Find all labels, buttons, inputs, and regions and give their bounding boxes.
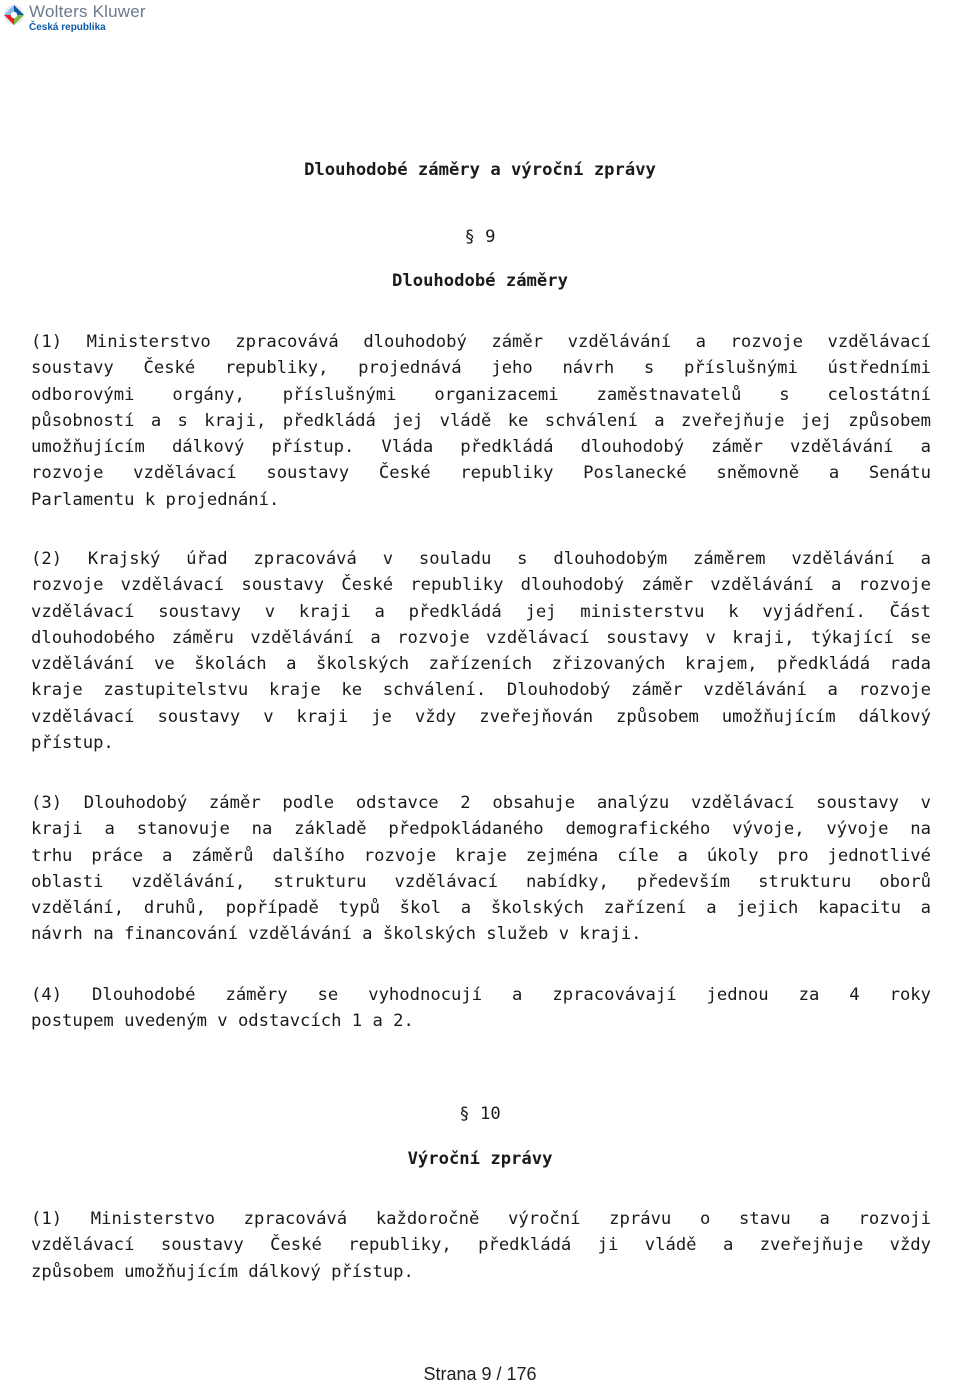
logo-subtitle: Česká republika [29, 22, 106, 33]
section-number: § 10 [459, 1104, 501, 1124]
wolters-kluwer-logo [3, 3, 146, 33]
text-line: Parlamentu k projednání. [31, 489, 280, 510]
text-line: dlouhodobého záměru vzdělávání a rozvoje vzdělávací soustavy v kraji, týkající se [31, 627, 931, 648]
text-line: odborovými orgány, příslušnými organizacemi zaměstnavatelů s celostátní [31, 384, 931, 405]
paragraph [31, 1206, 931, 1285]
text-line: (2) Krajský úřad zpracovává v souladu s dlouhodobým záměrem vzdělávání a [31, 549, 931, 569]
text-line: rozvoje vzdělávací soustavy České republiky Poslanecké sněmovně a Senátu [31, 463, 931, 484]
text-line: vzdělání, druhů, popřípadě typů škol a školských zařízení a jejich kapacitu a [31, 898, 931, 919]
text-line: oblasti vzdělávání, strukturu vzdělávací nabídky, především strukturu oborů [31, 871, 931, 892]
text-line: umožňujícím dálkový přístup. Vláda předkládá dlouhodobý záměr vzdělávání a [31, 437, 931, 458]
paragraph [31, 546, 931, 756]
section-title: Dlouhodobé záměry [392, 271, 568, 291]
logo-mark-icon [3, 4, 25, 26]
text-line: (3) Dlouhodobý záměr podle odstavce 2 obsahuje analýzu vzdělávací soustavy v [31, 793, 931, 813]
text-line: působností a s kraji, předkládá jej vládě ke schválení a zveřejňuje jej způsobem [31, 410, 931, 431]
text-line: kraji a stanovuje na základě předpokládaného demografického vývoje, vývoje na [31, 819, 931, 840]
text-line: vzdělávání ve školách a školských zařízeních zřizovaných krajem, předkládá rada [31, 654, 931, 675]
section-number: § 9 [464, 227, 496, 247]
text-line: způsobem umožňujícím dálkový přístup. [31, 1261, 414, 1282]
text-line: vzdělávací soustavy v kraji je vždy zveřejňován způsobem umožňujícím dálkový [31, 706, 931, 727]
section-title: Výroční zprávy [407, 1149, 553, 1169]
paragraph [31, 329, 931, 513]
text-line: vzdělávací soustavy České republiky, předkládá ji vládě a zveřejňuje vždy [31, 1235, 931, 1256]
text-line: přístup. [31, 733, 114, 754]
text-line: (1) Ministerstvo zpracovává dlouhodobý záměr vzdělávání a rozvoje vzdělávací [31, 332, 931, 352]
paragraph [31, 790, 931, 948]
paragraph [31, 982, 931, 1035]
text-line: kraje zastupitelstvu kraje ke schválení. Dlouhodobý záměr vzdělávání a rozvoje [31, 680, 931, 701]
document-heading: Dlouhodobé záměry a výroční zprávy [304, 160, 656, 180]
text-line: (1) Ministerstvo zpracovává každoročně výroční zprávu o stavu a rozvoji [31, 1209, 931, 1229]
text-line: postupem uvedeným v odstavcích 1 a 2. [31, 1011, 414, 1032]
text-line: návrh na financování vzdělávání a školských služeb v kraji. [31, 924, 642, 945]
text-line: (4) Dlouhodobé záměry se vyhodnocují a zpracovávají jednou za 4 roky [31, 985, 931, 1005]
page-number: Strana 9 / 176 [423, 1364, 537, 1384]
text-line: soustavy České republiky, projednává jeho návrh s příslušnými ústředními [31, 358, 931, 379]
text-line: rozvoje vzdělávací soustavy České republiky dlouhodobý záměr vzdělávání a rozvoje [31, 575, 931, 596]
text-line: trhu práce a záměrů dalšího rozvoje kraje zejména cíle a úkoly pro jednotlivé [31, 845, 931, 866]
logo-name: Wolters Kluwer [29, 2, 146, 21]
text-line: vzdělávací soustavy v kraji a předkládá jej ministerstvu k vyjádření. Část [31, 601, 931, 622]
